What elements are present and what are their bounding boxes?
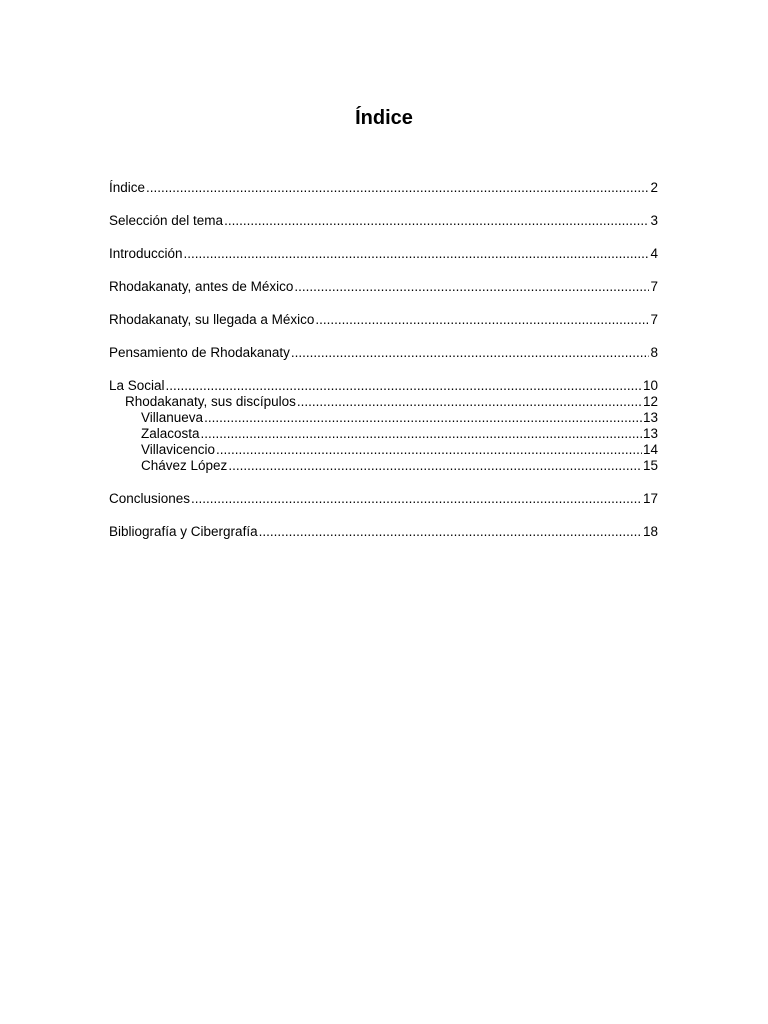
toc-leader-dots [224, 213, 649, 229]
toc-entry-label: Conclusiones [109, 491, 191, 506]
toc-entry-label: Selección del tema [109, 213, 224, 228]
toc-entry-label: Índice [109, 180, 146, 195]
toc-leader-dots [166, 378, 642, 394]
toc-entry [109, 394, 658, 410]
toc-page-number: 17 [642, 491, 658, 506]
toc-leader-dots [201, 426, 642, 442]
toc-entry [109, 410, 658, 426]
toc-page-number: 2 [650, 180, 658, 195]
toc-page-number: 15 [642, 458, 658, 473]
toc-leader-dots [228, 458, 642, 474]
page-title: Índice [355, 107, 413, 129]
toc-entry [109, 180, 658, 196]
toc-entry [109, 246, 658, 262]
toc-entry-label: Villanueva [141, 410, 204, 425]
toc-leader-dots [184, 246, 650, 262]
toc-page-number: 10 [642, 378, 658, 393]
table-of-contents [109, 180, 658, 540]
toc-entry [109, 279, 658, 295]
toc-entry-label: Zalacosta [141, 426, 200, 441]
toc-entry-label: Rhodakanaty, sus discípulos [125, 394, 296, 409]
toc-page-number: 8 [650, 345, 658, 360]
toc-entry-label: La Social [109, 378, 165, 393]
toc-entry-label: Rhodakanaty, su llegada a México [109, 312, 315, 327]
toc-page-number: 14 [642, 442, 658, 457]
toc-leader-dots [294, 279, 649, 295]
toc-page-number: 3 [650, 213, 658, 228]
toc-entry [109, 491, 658, 507]
toc-entry [109, 312, 658, 328]
toc-entry [109, 378, 658, 394]
toc-page-number: 13 [642, 410, 658, 425]
toc-leader-dots [216, 442, 642, 458]
toc-leader-dots [204, 410, 642, 426]
toc-leader-dots [315, 312, 649, 328]
toc-leader-dots [259, 524, 642, 540]
toc-entry-label: Villavicencio [141, 442, 216, 457]
toc-page-number: 12 [642, 394, 658, 409]
toc-page-number: 7 [650, 312, 658, 327]
toc-entry [109, 345, 658, 361]
toc-leader-dots [191, 491, 642, 507]
toc-page-number: 13 [642, 426, 658, 441]
toc-entry-label: Bibliografía y Cibergrafía [109, 524, 258, 539]
toc-page-number: 18 [642, 524, 658, 539]
toc-page-number: 4 [650, 246, 658, 261]
toc-entry-label: Rhodakanaty, antes de México [109, 279, 294, 294]
toc-entry-label: Pensamiento de Rhodakanaty [109, 345, 290, 360]
toc-entry [109, 442, 658, 458]
toc-entry-label: Chávez López [141, 458, 228, 473]
toc-entry [109, 524, 658, 540]
toc-entry [109, 458, 658, 474]
toc-entry-label: Introducción [109, 246, 183, 261]
toc-page-number: 7 [650, 279, 658, 294]
toc-leader-dots [291, 345, 650, 361]
toc-entry [109, 426, 658, 442]
toc-leader-dots [146, 180, 649, 196]
toc-entry [109, 213, 658, 229]
toc-leader-dots [297, 394, 642, 410]
